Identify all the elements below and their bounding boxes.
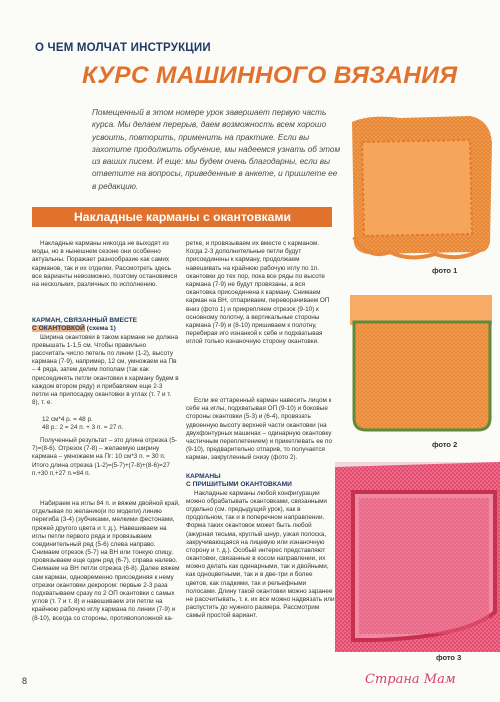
paragraph: ретке, и провязываем их вместе с карманом. Когда 2-3 дополнительные петли будут присоединены к карману, продолжаем навешивать на крайнюю рабочую иглу по 1п. окантовки до тех пор, пока все ряды по высоте кармана (7-9) не будут провязаны, а вся окантовка присоединена к карману. Снимаем карман на ВН, отпариваем, переворачиваем ОП вниз (фото 1) и прикрепляем отрезок (9-10) к основному полотну, а вертикальные стороны кармана (7-9) и (8-10) пришиваем к полотну, перебирая иго изнанкой к себе и подхватывая иглой только изнаночную сторону окантовки.: [186, 240, 330, 346]
text-column-left: [32, 240, 180, 680]
paragraph: Накладные карманы никогда не выходят из моды, но в нынешнем сезоне они особенно актуальны. Поражает разнообразие как самих карманов, так и их отделки. Рассмотреть здесь все варианты невозможно, поэтому остановимся на нескольких, различных по исполнению.: [32, 240, 177, 288]
photo-caption: фото 2: [432, 440, 458, 449]
photo-caption: фото 1: [432, 266, 458, 275]
section-title-banner: Накладные карманы с окантовками: [32, 207, 332, 227]
subheading-scheme: (схема 1): [84, 325, 116, 333]
paragraph: Если же оттаренный карман навесить лицом к себе на иглы, подхватывая ОП (9-10) и боковые стороны окантовки (5-3) и (6-4), провязать удвоенную высоту верхней части окантовки (на двухфонтурных машинах – одинарную окантовку частичным переплетением) и прикетлевать ее по (9-10), предварительно отпарив, то получается карман, закругленный снизу (фото 2).: [186, 397, 333, 462]
formula-line: 48 р.: 2 = 24 п. + 3 п. = 27 п.: [42, 423, 124, 431]
photo-caption: фото 3: [436, 653, 462, 662]
subheading: С ПРИШИТЫМИ ОКАНТОВКАМИ: [186, 481, 292, 489]
photo-1-orange-pocket: [340, 112, 495, 262]
photo-3-pink-pocket: [335, 462, 500, 652]
photo-2-orange-pocket-green-edge: [340, 290, 495, 435]
subheading: КАРМАНЫ: [186, 473, 221, 480]
subheading: КАРМАН, СВЯЗАННЫЙ ВМЕСТЕ: [32, 317, 137, 324]
formula-line: 12 см*4 р. = 48 р.: [42, 415, 93, 423]
watermark: Страна Мам: [365, 672, 456, 687]
subheading: [32, 325, 180, 333]
text-column-right-part2: [186, 397, 336, 463]
paragraph: Ширина окантовки в таком кармане не должна превышать 1-1,5 см. Чтобы правильно рассчитать число петель по линии (1-2), высоту кармана (7-9), например, 12 см, умножаем на Пв – 4 ряда, затем делим пополам (так как присоединять петли окантовки к карману будем в каждом втором ряду) и прибавляем еще 2-3 петли на припосадку окантовки в углах (т. 7 и т. 8), т. е.: [32, 333, 179, 407]
paragraph: Полученный результат – это длина отрезка (5-7)=(8-6). Отрезок (7-8) – желаемую ширину кармана – умножаем на Пг: 10 см*3 п. = 30 п. Итого длина отрезка (1-2)=(5-7)+(7-8)+(8-6)=27 п.+30 п.+27 п.=84 п.: [32, 436, 178, 477]
text-column-right: [186, 240, 336, 388]
intro-paragraph: Помещенный в этом номере урок завершает первую часть курса. Мы делаем перерыв, даем возможность всем хорошо усвоить, повторить, применить на практике. Если вы захотите продолжить обучение, мы надеемся узнать об этом из ваших писем. И еще: мы будем очень благодарны, если вы ответите на вопросы, приведенные в анкете, и пришлете ее в редакцию.: [92, 108, 341, 191]
rubric-heading: О ЧЕМ МОЛЧАТ ИНСТРУКЦИИ: [35, 42, 211, 54]
text-column-right-part3: [186, 473, 336, 662]
page-title: КУРС МАШИННОГО ВЯЗАНИЯ: [82, 62, 458, 89]
paragraph: Набираем на иглы 84 п. и вяжем двойной край, отделывая по желанию(и по модели) линию перегиба (3-4) (зубчиками, мелкими фестонами, пряжей другого цвета и т. д.). Навешиваем на иглы петли первого ряда и провязываем соединительный ряд (5-6) слева направо. Снимаем отрезок (5-7) на ВН или тонкую спицу, провязываем еще один ряд (6-7), справа налево. Снимаем на ВН петли отрезка (6-8). Далее вяжем сам карман, одновременно присоединяя к нему отрезки окантовки декрором: первые 2-3 раза подхватываем сразу по 2 ОП окантовки с самых углов (т. 7 и т. 8) и навешиваем эти петли на крайнюю рабочую иглу кармана по линии (7-9) и (8-10), всегда со стороны, противоположной ка-: [32, 499, 180, 622]
page-number: 8: [22, 676, 28, 686]
subheading-highlight: С ОКАНТОВКОЙ: [32, 325, 85, 333]
paragraph: Накладные карманы любой конфигурации можно обрабатывать окантовками, связанными отдельно (см. предыдущий урок), как в продольном, так и в поперечном направлении. Форма таких окантовок может быть любой (ажурная тесьма, круглый шнур, узкая полоска, закручивающаяся на лицевую или изнаночную сторону и т. д.). Особый интерес представляют окантовки, связанные в косом направлении, их можно делать как одинарными, так и двойными, как одноцветными, так и в две-три и более цветов, как гладкими, так и рельефными полосами. Длину такой окантовки можно заранее не рассчитывать, т. к. их все можно надвязать или распустить до нужного размера. Рассмотрим самый простой вариант.: [186, 489, 335, 620]
